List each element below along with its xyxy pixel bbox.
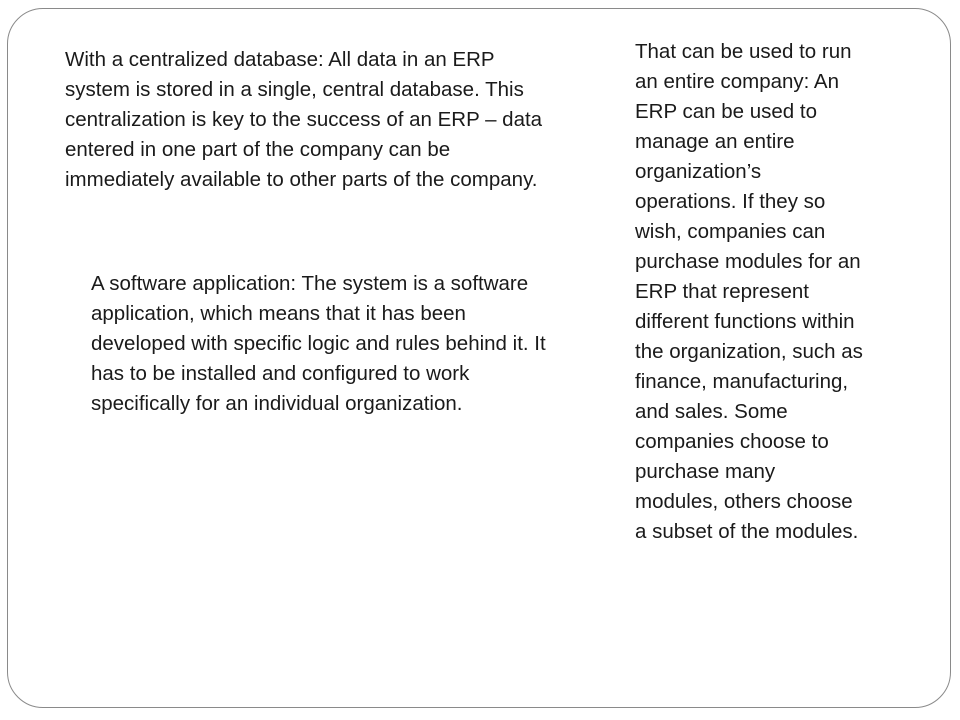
paragraph-software-application: A software application: The system is a software application, which means that it has been developed with specific logic and rules behind it. It has to be installed and configured to work specifically for an individual organization. <box>91 272 546 415</box>
paragraph-run-entire-company: That can be used to run an entire company: An ERP can be used to manage an entire organization’s operations. If they so wish, companies can purchase modules for an ERP that represent different functions within the organization, such as finance, manufacturing, and sales. Some companies choose to purchase many modules, others choose a subset of the modules. <box>635 40 863 543</box>
paragraph-centralized-database: With a centralized database: All data in an ERP system is stored in a single, central database. This centralization is key to the success of an ERP – data entered in one part of the company can be immediately available to other parts of the company. <box>65 48 543 191</box>
